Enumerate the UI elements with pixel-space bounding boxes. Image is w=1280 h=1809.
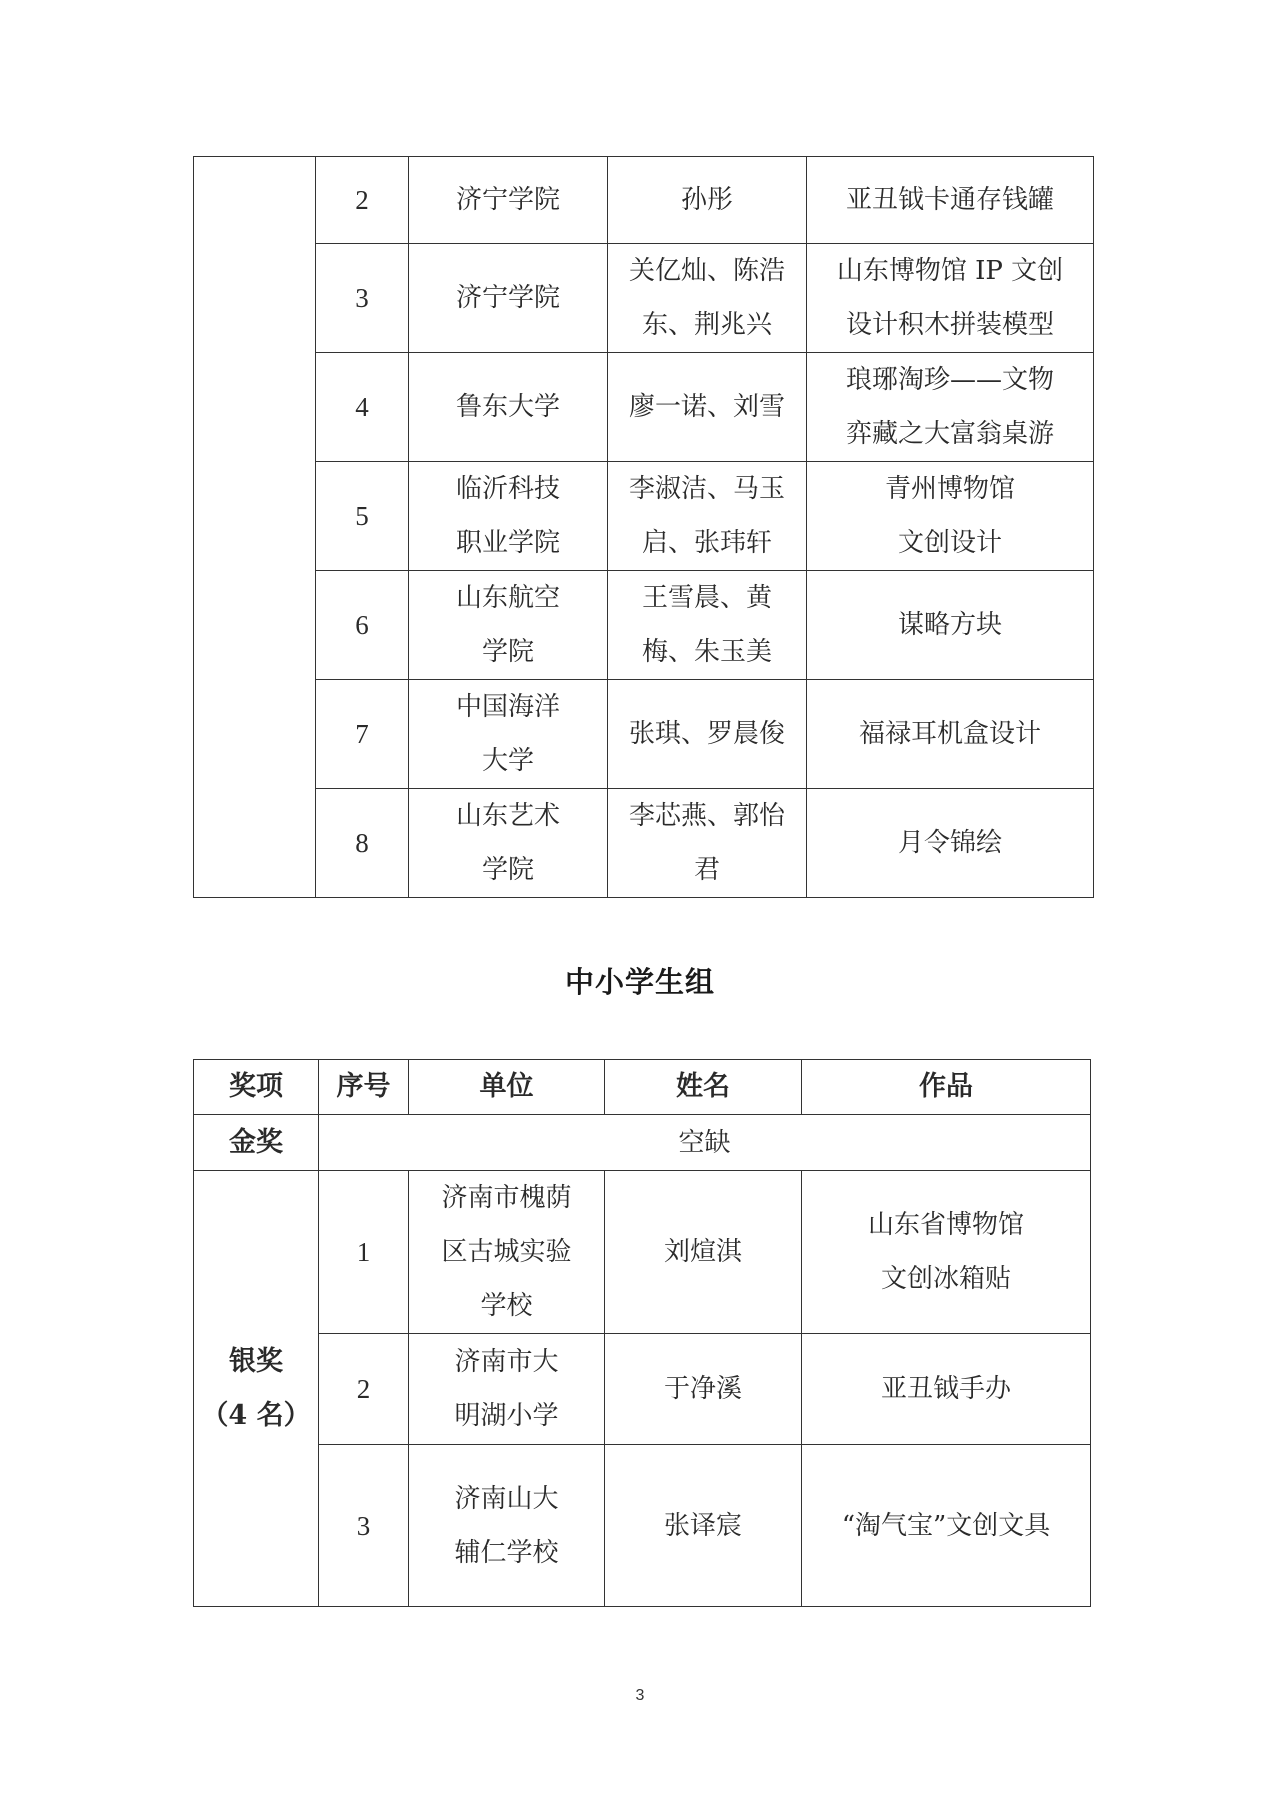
table-row bbox=[194, 244, 1094, 353]
header-award: 奖项 bbox=[194, 1060, 319, 1115]
name-cell bbox=[608, 462, 807, 571]
work-title: 谋略方块 bbox=[897, 610, 1002, 640]
table-header-row bbox=[194, 1060, 1091, 1115]
unit-cell bbox=[409, 571, 608, 680]
work-cell bbox=[807, 157, 1094, 244]
name-cell bbox=[608, 680, 807, 789]
serial-number-cell bbox=[316, 157, 409, 244]
serial-number-cell bbox=[316, 789, 409, 898]
name-cell bbox=[605, 1334, 802, 1445]
name-cell bbox=[608, 353, 807, 462]
work-cell bbox=[802, 1445, 1091, 1607]
table-row bbox=[194, 353, 1094, 462]
table-row bbox=[194, 1445, 1091, 1607]
work-title: 青州博物馆 文创设计 bbox=[884, 474, 1015, 558]
unit-cell bbox=[409, 1171, 605, 1334]
name-cell bbox=[608, 157, 807, 244]
serial-number: 2 bbox=[356, 1374, 371, 1404]
silver-award-cell bbox=[194, 1171, 319, 1607]
work-cell bbox=[802, 1334, 1091, 1445]
unit-cell bbox=[409, 244, 608, 353]
primary-secondary-results-table bbox=[193, 1059, 1091, 1607]
work-cell bbox=[807, 244, 1094, 353]
work-cell bbox=[807, 462, 1094, 571]
silver-award-label: 银奖 （4 名） bbox=[201, 1345, 311, 1431]
serial-number-cell bbox=[319, 1334, 409, 1445]
work-title: 山东省博物馆 文创冰箱贴 bbox=[867, 1210, 1024, 1294]
serial-number: 5 bbox=[355, 501, 369, 531]
work-cell bbox=[807, 680, 1094, 789]
unit-name: 山东航空 学院 bbox=[455, 583, 560, 667]
work-cell bbox=[807, 789, 1094, 898]
name-cell bbox=[605, 1171, 802, 1334]
section-title: 中小学生组 bbox=[564, 965, 715, 999]
person-names: 张琪、罗晨俊 bbox=[628, 719, 785, 749]
unit-name: 济南市槐荫 区古城实验 学校 bbox=[441, 1183, 572, 1321]
header-unit: 单位 bbox=[409, 1060, 605, 1115]
unit-cell bbox=[409, 789, 608, 898]
table-row bbox=[194, 1334, 1091, 1445]
unit-cell bbox=[409, 157, 608, 244]
name-cell bbox=[608, 244, 807, 353]
person-names: 关亿灿、陈浩 东、荆兆兴 bbox=[628, 256, 785, 340]
work-cell bbox=[807, 571, 1094, 680]
unit-cell bbox=[409, 1445, 605, 1607]
table-row bbox=[194, 680, 1094, 789]
serial-number: 2 bbox=[355, 185, 369, 215]
work-title: 琅琊淘珍——文物 弈藏之大富翁桌游 bbox=[845, 365, 1054, 449]
person-names: 王雪晨、黄 梅、朱玉美 bbox=[641, 583, 772, 667]
person-names: 刘煊淇 bbox=[663, 1237, 742, 1267]
page-number: 3 bbox=[635, 1687, 645, 1704]
serial-number: 6 bbox=[355, 610, 369, 640]
serial-number-cell bbox=[319, 1171, 409, 1334]
serial-number: 4 bbox=[355, 392, 369, 422]
unit-cell bbox=[409, 353, 608, 462]
serial-number: 3 bbox=[356, 1510, 371, 1541]
serial-number: 8 bbox=[355, 828, 369, 858]
gold-award-label: 金奖 bbox=[194, 1115, 319, 1171]
serial-number-cell bbox=[316, 353, 409, 462]
work-title: 亚丑钺手办 bbox=[880, 1374, 1011, 1404]
serial-number-cell bbox=[316, 244, 409, 353]
person-names: 张译宸 bbox=[663, 1510, 742, 1541]
table-row bbox=[194, 157, 1094, 244]
gold-award-vacant: 空缺 bbox=[319, 1115, 1091, 1171]
unit-name: 中国海洋 大学 bbox=[455, 692, 560, 776]
serial-number-cell bbox=[316, 571, 409, 680]
person-names: 李芯燕、郭怡 君 bbox=[628, 801, 785, 885]
person-names: 于净溪 bbox=[663, 1374, 742, 1404]
table-row bbox=[194, 789, 1094, 898]
serial-number-cell bbox=[316, 462, 409, 571]
person-names: 孙彤 bbox=[680, 185, 733, 215]
upper-results-table bbox=[193, 156, 1094, 898]
unit-name: 济南市大 明湖小学 bbox=[454, 1347, 559, 1431]
person-names: 廖一诺、刘雪 bbox=[628, 392, 785, 422]
work-title: 月令锦绘 bbox=[897, 828, 1002, 858]
work-cell bbox=[807, 353, 1094, 462]
table-row bbox=[194, 571, 1094, 680]
table-row bbox=[194, 1171, 1091, 1334]
unit-name: 济宁学院 bbox=[455, 283, 560, 313]
name-cell bbox=[605, 1445, 802, 1607]
unit-cell bbox=[409, 680, 608, 789]
header-name: 姓名 bbox=[605, 1060, 802, 1115]
unit-name: 鲁东大学 bbox=[455, 392, 560, 422]
unit-name: 济南山大 辅仁学校 bbox=[454, 1483, 559, 1568]
header-serial-number: 序号 bbox=[319, 1060, 409, 1115]
serial-number-cell bbox=[319, 1445, 409, 1607]
work-title: 亚丑钺卡通存钱罐 bbox=[845, 185, 1054, 215]
work-title: 福禄耳机盒设计 bbox=[858, 719, 1041, 749]
unit-name: 济宁学院 bbox=[455, 185, 560, 215]
gold-award-row bbox=[194, 1115, 1091, 1171]
name-cell bbox=[608, 789, 807, 898]
serial-number: 7 bbox=[355, 719, 369, 749]
serial-number: 1 bbox=[356, 1237, 371, 1267]
serial-number-cell bbox=[316, 680, 409, 789]
work-title: 山东博物馆 IP 文创 设计积木拼装模型 bbox=[836, 256, 1064, 340]
unit-name: 临沂科技 职业学院 bbox=[455, 474, 560, 558]
unit-cell bbox=[409, 1334, 605, 1445]
table-row bbox=[194, 462, 1094, 571]
name-cell bbox=[608, 571, 807, 680]
unit-name: 山东艺术 学院 bbox=[455, 801, 560, 885]
award-category-cell bbox=[194, 157, 316, 898]
header-work: 作品 bbox=[802, 1060, 1091, 1115]
person-names: 李淑洁、马玉 启、张玮轩 bbox=[628, 474, 785, 558]
work-cell bbox=[802, 1171, 1091, 1334]
unit-cell bbox=[409, 462, 608, 571]
work-title: “淘气宝”文创文具 bbox=[841, 1510, 1051, 1541]
serial-number: 3 bbox=[355, 283, 369, 313]
